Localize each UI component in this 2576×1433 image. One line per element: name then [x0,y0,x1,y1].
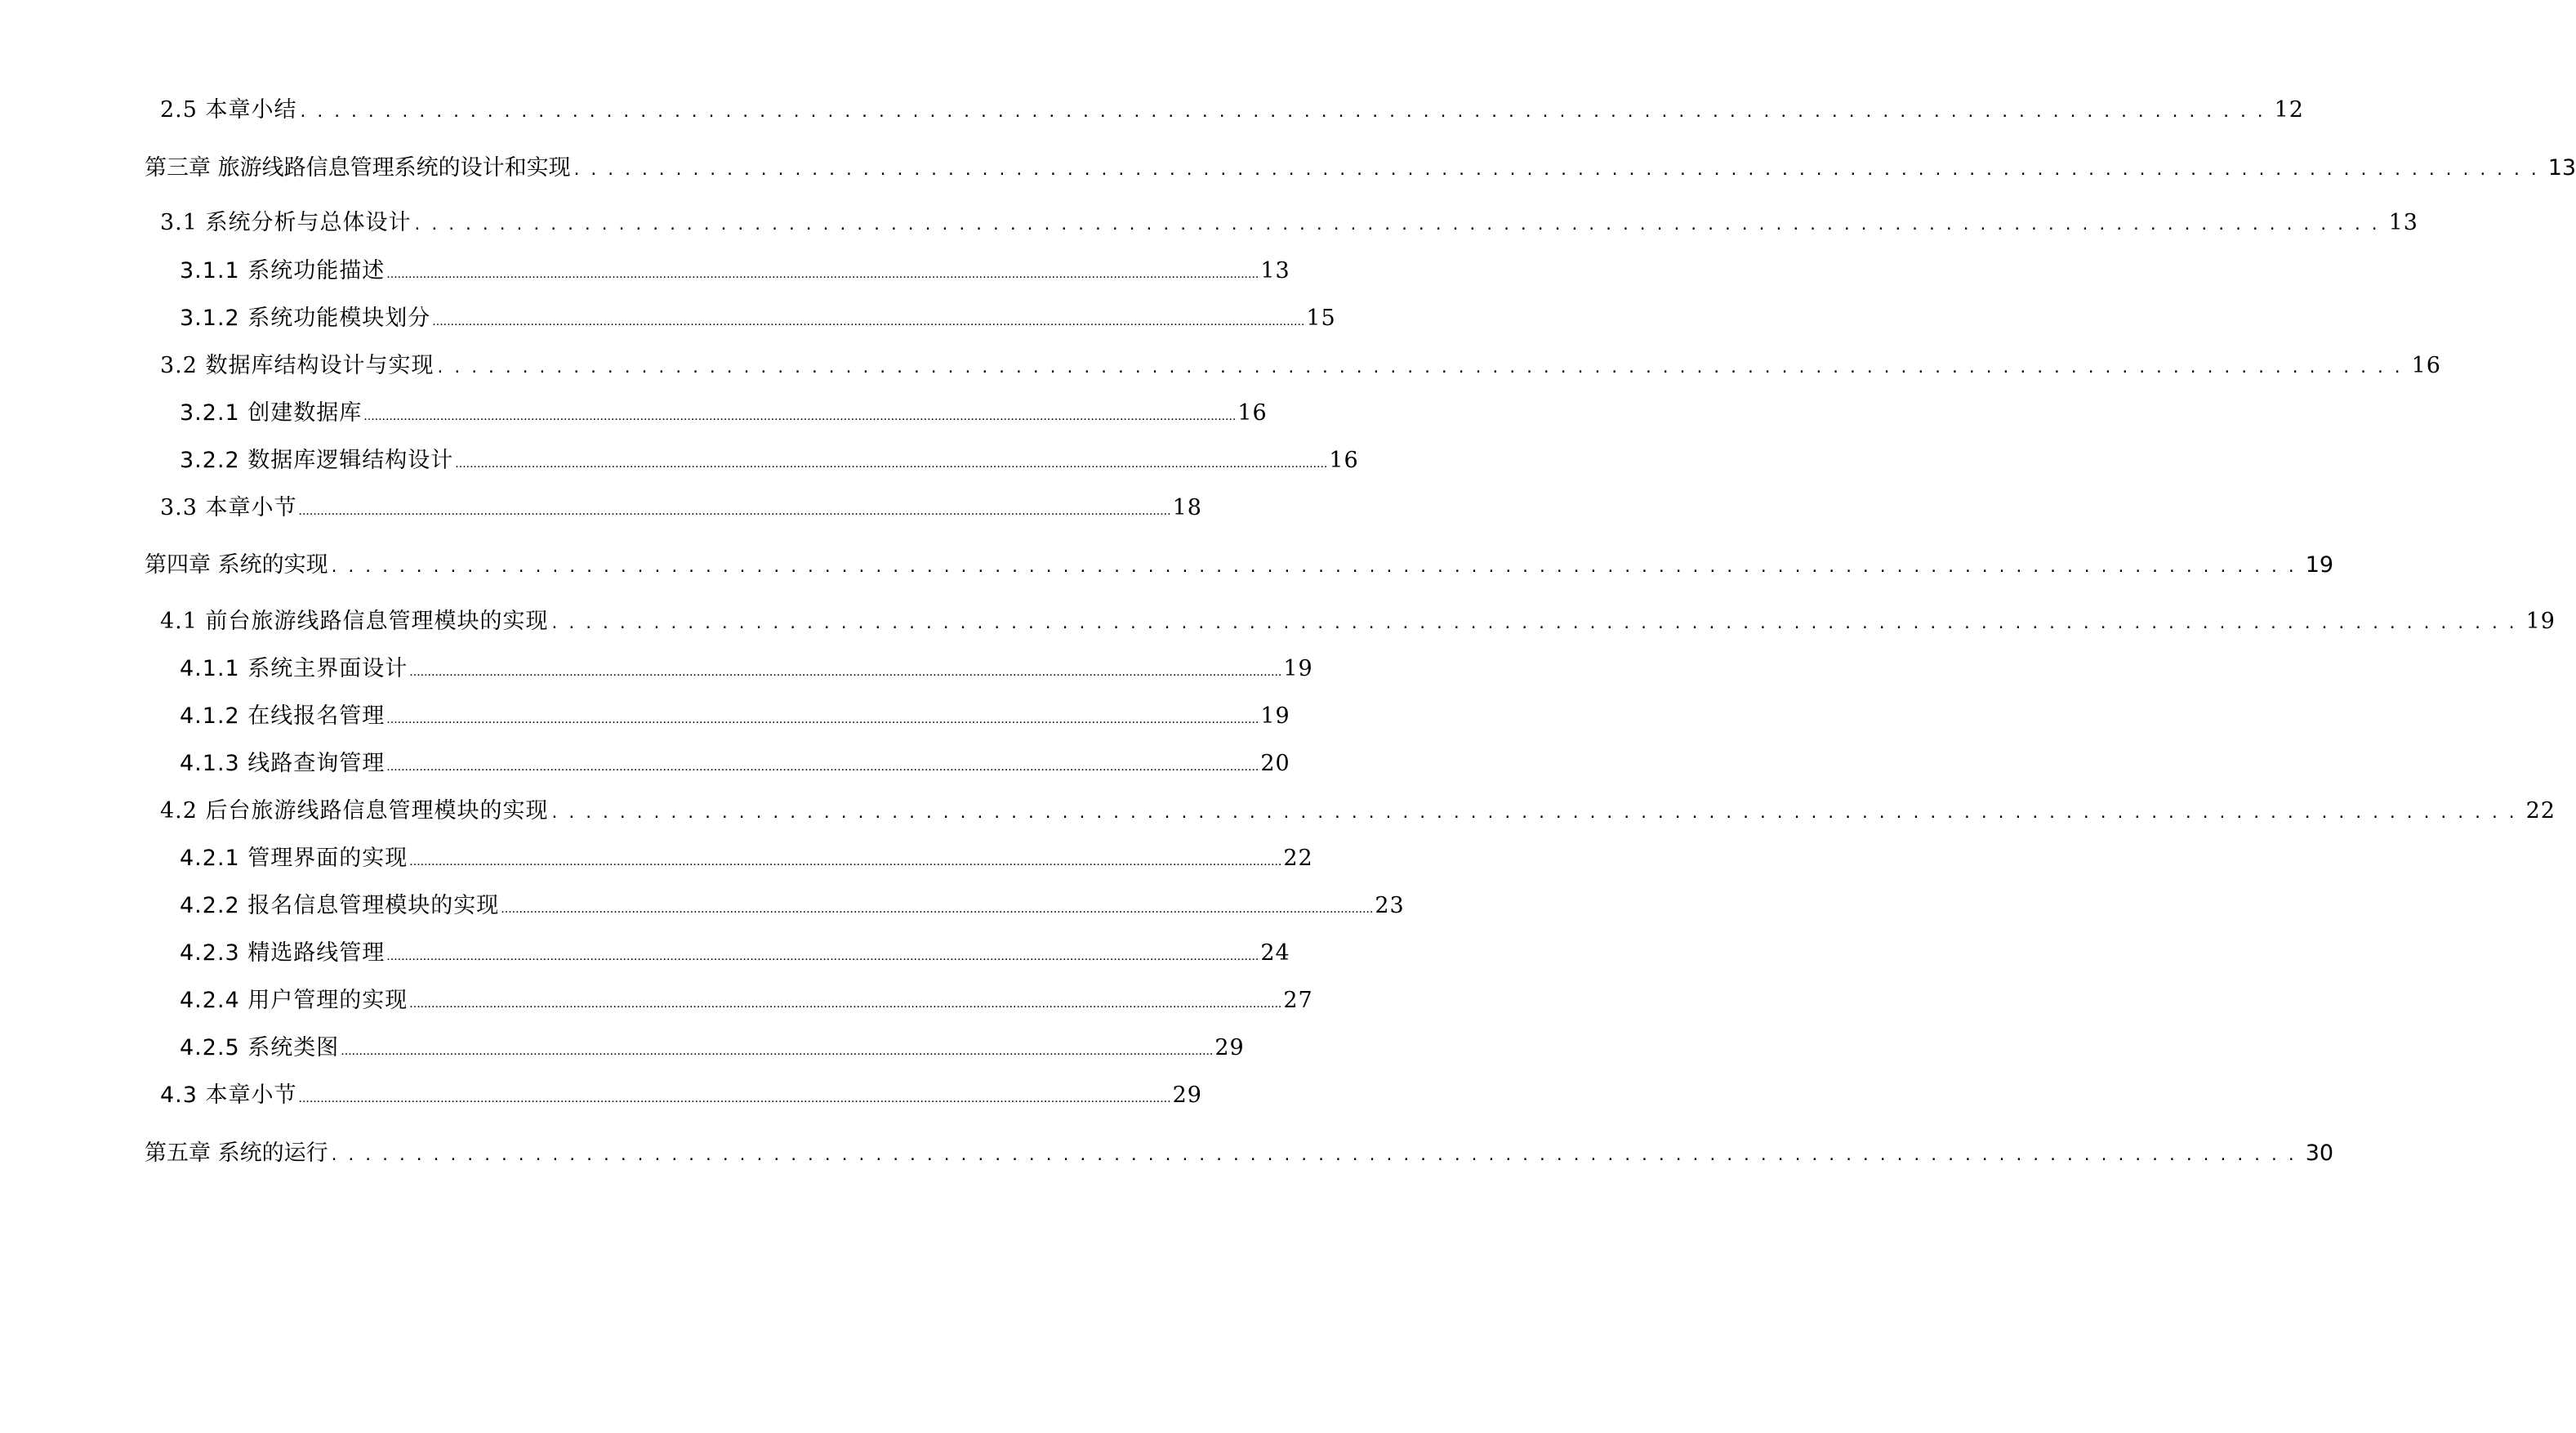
toc-entry[interactable] [160,605,2556,638]
toc-page-number: 19 [2305,552,2334,578]
toc-entry-label: 4.1.1 系统主界面设计 [180,656,408,681]
toc-page-number: 22 [2525,798,2556,824]
toc-entry[interactable] [180,653,1313,685]
toc-page-number: 20 [1260,751,1290,776]
toc-page-number: 23 [1375,893,1405,918]
toc-page-number: 16 [2411,353,2441,378]
toc-entry[interactable] [160,94,2304,127]
toc-dot-leader: .................................................................................................................... [572,162,2547,179]
toc-page-number: 22 [1283,846,1313,871]
toc-dot-leader: ................................................................................................................................................................................................................................................ [455,458,1328,471]
toc-entry[interactable] [180,397,1268,430]
toc-dot-leader: ................................................................................................................................................................................................................................................ [363,410,1237,423]
toc-dot-leader: .................................................................................................................... [329,559,2304,576]
toc-entry-label: 4.2.3 精选路线管理 [180,940,386,966]
toc-page-number: 30 [2305,1141,2334,1166]
toc-dot-leader: ................................................................................................................................................................................................................................................ [409,998,1282,1011]
toc-page-number: 16 [1329,448,1359,473]
toc-page-number: 27 [1283,988,1313,1013]
toc-dot-leader: ................................................................................................................................................................................................................................................ [409,855,1282,868]
toc-page-number: 19 [2525,609,2556,634]
toc-entry[interactable] [160,350,2441,382]
toc-entry[interactable] [180,890,1405,922]
toc-dot-leader: .................................................................................................................... [329,1147,2304,1164]
toc-entry-label: 3.2.1 创建数据库 [180,400,363,426]
toc-dot-leader: .................................................................................................................... [298,104,2273,121]
toc-entry-label: 第三章 旅游线路信息管理系统的设计和实现 [145,155,571,181]
toc-chapter-entry[interactable] [145,152,2576,185]
toc-dot-leader: ................................................................................................................................................................................................................................................ [409,666,1282,679]
toc-entry-label: 4.2.5 系统类图 [180,1035,340,1060]
toc-dot-leader: .................................................................................................................... [435,359,2410,377]
toc-page-number: 13 [2547,155,2576,181]
toc-page-number: 29 [1172,1083,1202,1108]
toc-dot-leader: ................................................................................................................................................................................................................................................ [501,903,1374,916]
toc-chapter-entry[interactable] [145,549,2334,582]
toc-page-number: 16 [1237,400,1268,426]
toc-dot-leader: ................................................................................................................................................................................................................................................ [386,950,1259,963]
toc-entry-label: 4.1 前台旅游线路信息管理模块的实现 [160,609,549,634]
toc-dot-leader: ................................................................................................................................................................................................................................................ [298,1092,1171,1105]
toc-dot-leader: ................................................................................................................................................................................................................................................ [386,713,1259,726]
toc-dot-leader: ................................................................................................................................................................................................................................................ [341,1045,1214,1058]
toc-entry[interactable] [160,1079,1202,1112]
toc-entry[interactable] [180,984,1313,1017]
toc-dot-leader: ................................................................................................................................................................................................................................................ [432,315,1305,328]
toc-entry-label: 4.1.2 在线报名管理 [180,703,386,729]
toc-dot-leader: ................................................................................................................................................................................................................................................ [386,268,1259,281]
toc-entry[interactable] [180,748,1290,780]
toc-page-number: 12 [2274,97,2304,123]
toc-page-number: 13 [1260,258,1290,283]
toc-entry-label: 第四章 系统的实现 [145,552,328,578]
toc-page-number: 19 [1283,656,1313,681]
toc-entry-label: 4.2.4 用户管理的实现 [180,988,408,1013]
toc-entry[interactable] [180,444,1359,477]
toc-entry-label: 3.1.2 系统功能模块划分 [180,306,431,331]
toc-entry-label: 3.1.1 系统功能描述 [180,258,386,283]
toc-entry-label: 2.5 本章小结 [160,97,297,123]
toc-page-number: 24 [1260,940,1290,966]
toc-entry-label: 4.2.1 管理界面的实现 [180,846,408,871]
toc-entry[interactable] [180,1032,1245,1065]
toc-page-number: 15 [1306,306,1336,331]
toc-entry[interactable] [180,842,1313,875]
toc-entry[interactable] [160,207,2418,239]
toc-page-number: 18 [1172,495,1202,520]
toc-dot-leader: .................................................................................................................... [550,805,2525,822]
toc-entry-label: 第五章 系统的运行 [145,1141,328,1166]
toc-page-number: 29 [1214,1035,1245,1060]
toc-chapter-entry[interactable] [145,1137,2334,1170]
toc-page-number: 13 [2388,210,2418,235]
toc-entry-label: 3.1 系统分析与总体设计 [160,210,412,235]
toc-entry-label: 3.2.2 数据库逻辑结构设计 [180,448,454,473]
toc-entry[interactable] [180,700,1290,733]
toc-entry-label: 4.3 本章小节 [160,1083,297,1108]
toc-page-number: 19 [1260,703,1290,729]
toc-entry[interactable] [180,255,1290,288]
toc-entry[interactable] [160,795,2556,828]
toc-dot-leader: ................................................................................................................................................................................................................................................ [298,505,1171,518]
toc-dot-leader: .................................................................................................................... [412,217,2387,234]
toc-entry[interactable] [180,302,1336,335]
toc-entry[interactable] [160,492,1202,525]
toc-entry-label: 4.1.3 线路查询管理 [180,751,386,776]
toc-entry-label: 4.2 后台旅游线路信息管理模块的实现 [160,798,549,824]
toc-entry-label: 3.3 本章小节 [160,495,297,520]
toc-dot-leader: .................................................................................................................... [550,615,2525,632]
toc-entry-label: 4.2.2 报名信息管理模块的实现 [180,893,500,918]
toc-entry[interactable] [180,937,1290,970]
toc-entry-label: 3.2 数据库结构设计与实现 [160,353,435,378]
toc-dot-leader: ................................................................................................................................................................................................................................................ [386,761,1259,774]
